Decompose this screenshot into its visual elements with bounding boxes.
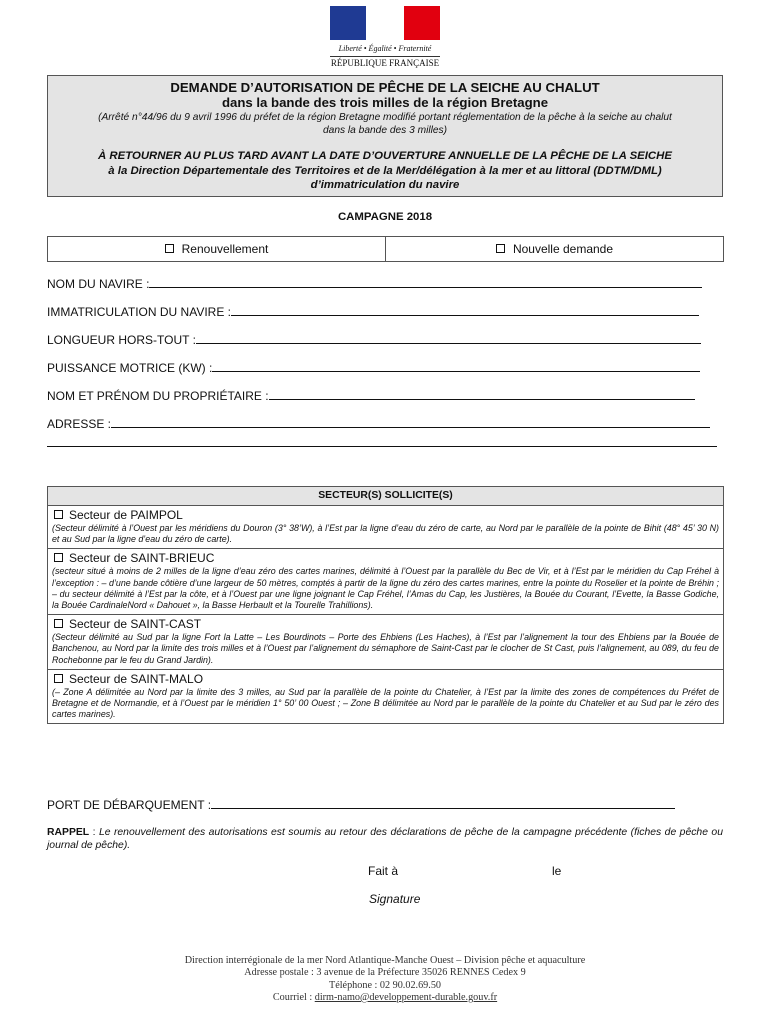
decree-reference: (Arrêté n°44/96 du 9 avril 1996 du préfet de la région Bretagne modifié portant réglementation de la pêche à la seiche au chalut dans la bande des 3 milles) xyxy=(98,112,672,136)
sector-name: Secteur de SAINT-MALO xyxy=(69,671,204,686)
ship-name-field[interactable] xyxy=(47,276,702,291)
registration-label: IMMATRICULATION DU NAVIRE : xyxy=(47,305,232,319)
sector-description: (Secteur délimité au Sud par la ligne Fort la Latte – Les Bourdinots – Porte des Ehbiens (Les Haches), à l’Est par l’alignement la tour des Ehbiens par la Bouée de Banchenou, au Nord par la limite des trois milles et à l’Ouest par l’alignement du sémaphore de Saint-Cast par le clocher de St Cast, puis l’alignement, au 089, du feu de Rochebonne par le feu du Grand Jardin). xyxy=(52,632,719,665)
footer-line1: Direction interrégionale de la mer Nord Atlantique-Manche Ouest – Division pêche et aquaculture xyxy=(184,955,586,966)
checkbox-icon[interactable] xyxy=(165,244,174,253)
length-label: LONGUEUR HORS-TOUT : xyxy=(47,333,196,347)
sector-saint-malo[interactable] xyxy=(48,670,723,724)
power-label: PUISSANCE MOTRICE (KW) : xyxy=(47,361,213,375)
owner-field[interactable] xyxy=(47,388,695,403)
return-instructions-line3: d’immatriculation du navire xyxy=(310,179,460,191)
power-input-line[interactable] xyxy=(212,360,700,372)
rappel-notice: RAPPEL : Le renouvellement des autorisations est soumis au retour des déclarations de pêche de la campagne précédente (fiches de pêche ou journal de pêche). xyxy=(47,827,723,851)
rappel-label: RAPPEL xyxy=(47,827,90,838)
title-box xyxy=(47,75,723,197)
length-field[interactable] xyxy=(47,332,701,347)
sector-name: Secteur de SAINT-BRIEUC xyxy=(69,551,215,566)
address-input-line-2[interactable] xyxy=(47,446,717,447)
return-instructions-line1: À RETOURNER AU PLUS TARD AVANT LA DATE D’OUVERTURE ANNUELLE DE LA PÊCHE DE LA SEICHE xyxy=(98,150,672,162)
ship-name-label: NOM DU NAVIRE : xyxy=(47,277,150,291)
renewal-label: Renouvellement xyxy=(181,242,269,256)
checkbox-icon[interactable] xyxy=(496,244,505,253)
new-request-option[interactable] xyxy=(385,237,723,261)
sector-saint-cast[interactable] xyxy=(48,615,723,670)
form-subtitle: dans la bande des trois milles de la région Bretagne xyxy=(221,95,549,110)
new-request-label: Nouvelle demande xyxy=(512,242,614,256)
signature-label: Signature xyxy=(369,892,421,906)
owner-input-line[interactable] xyxy=(269,388,695,400)
checkbox-icon[interactable] xyxy=(54,510,63,519)
footer-mail-link[interactable]: dirm-namo@developpement-durable.gouv.fr xyxy=(314,991,498,1003)
registration-input-line[interactable] xyxy=(231,304,699,316)
footer xyxy=(0,955,770,1004)
return-instructions xyxy=(48,149,722,193)
sector-name: Secteur de SAINT-CAST xyxy=(69,617,202,632)
rappel-text: Le renouvellement des autorisations est soumis au retour des déclarations de pêche de la campagne précédente (fiches de pêche ou journal de pêche). xyxy=(47,827,723,851)
owner-label: NOM ET PRÉNOM DU PROPRIÉTAIRE : xyxy=(47,389,269,403)
return-instructions-line2: à la Direction Départementale des Territoires et de la Mer/délégation à la mer et au littoral (DDTM/DML) xyxy=(108,164,662,177)
address-input-line[interactable] xyxy=(111,416,710,428)
footer-mail-label: Courriel : xyxy=(272,991,315,1003)
sector-name: Secteur de PAIMPOL xyxy=(69,508,183,522)
footer-line3: Téléphone : 02 90.02.69.50 xyxy=(328,979,442,991)
renewal-option[interactable] xyxy=(48,237,385,261)
sector-paimpol[interactable] xyxy=(48,506,723,549)
sector-description: (secteur situé à moins de 2 milles de la ligne d’eau zéro des cartes marines, délimité à l’Ouest par la parallèle du Bec de Vir, et à l’Est par le méridien du Cap Fréhel à l’exception : – d’une bande côtière d’une largeur de 50 mètres, comptés à partir de la ligne du zéro des cartes marines, entre la pointe du Roselier et la pointe de Bréhin ; – du secteur délimité à l’Est par la côte, et à l’Ouest par une ligne joignant le Cap Fréhel, l’Amas du Cap, les Justières, la Bouée du Courant, l’Evette, la Basse Godiche, la Bouée CardinaleNord « Dahouet », la Basse Herbault et la Tourelle Trahillions). xyxy=(52,566,719,611)
logo-republic: RÉPUBLIQUE FRANÇAISE xyxy=(330,58,440,68)
address-label: ADRESSE : xyxy=(47,417,112,431)
port-input-line[interactable] xyxy=(211,797,675,809)
sectors-header: SECTEUR(S) SOLLICITE(S) xyxy=(48,487,723,506)
checkbox-icon[interactable] xyxy=(54,553,63,562)
campaign-label: CAMPAGNE 2018 xyxy=(337,211,433,223)
made-at-label: Fait à xyxy=(368,864,399,878)
checkbox-icon[interactable] xyxy=(54,674,63,683)
form-title: DEMANDE D’AUTORISATION DE PÊCHE DE LA SEICHE AU CHALUT xyxy=(170,80,600,95)
marianne-flag-icon xyxy=(330,6,440,40)
registration-field[interactable] xyxy=(47,304,699,319)
sector-description: (Secteur délimité à l’Ouest par les méridiens du Douron (3° 38’W), à l’Est par la ligne d’eau du zéro de carte, au Nord par le parallèle de la pointe de Bihit (48° 45’ 30 N) et au Sud par la ligne d’eau du zéro de carte). xyxy=(52,523,719,545)
length-input-line[interactable] xyxy=(196,332,701,344)
port-label: PORT DE DÉBARQUEMENT : xyxy=(47,798,212,812)
date-label: le xyxy=(552,864,562,878)
port-field[interactable] xyxy=(47,797,675,812)
republique-francaise-logo xyxy=(330,6,442,68)
ship-name-input-line[interactable] xyxy=(149,276,702,288)
sector-saint-brieuc[interactable] xyxy=(48,549,723,615)
power-field[interactable] xyxy=(47,360,700,375)
logo-motto: Liberté • Égalité • Fraternité xyxy=(338,44,432,53)
sector-description: (– Zone A délimitée au Nord par la limite des 3 milles, au Sud par la parallèle de la pointe du Chatelier, à l’Est par la limite des zones de compétences du Préfet de Bretagne et de Normandie, et à l’Ouest par le méridien 1° 50’ 00 Ouest ; – Zone B délimitée au Nord par le parallèle de la pointe du Chatelier et au Sud par le zéro des cartes marines). xyxy=(52,686,719,720)
address-field[interactable] xyxy=(47,416,710,431)
request-type-row xyxy=(47,236,724,262)
checkbox-icon[interactable] xyxy=(54,619,63,628)
sectors-table xyxy=(47,486,724,724)
footer-line2: Adresse postale : 3 avenue de la Préfecture 35026 RENNES Cedex 9 xyxy=(244,967,526,979)
footer-line4 xyxy=(0,992,770,1004)
